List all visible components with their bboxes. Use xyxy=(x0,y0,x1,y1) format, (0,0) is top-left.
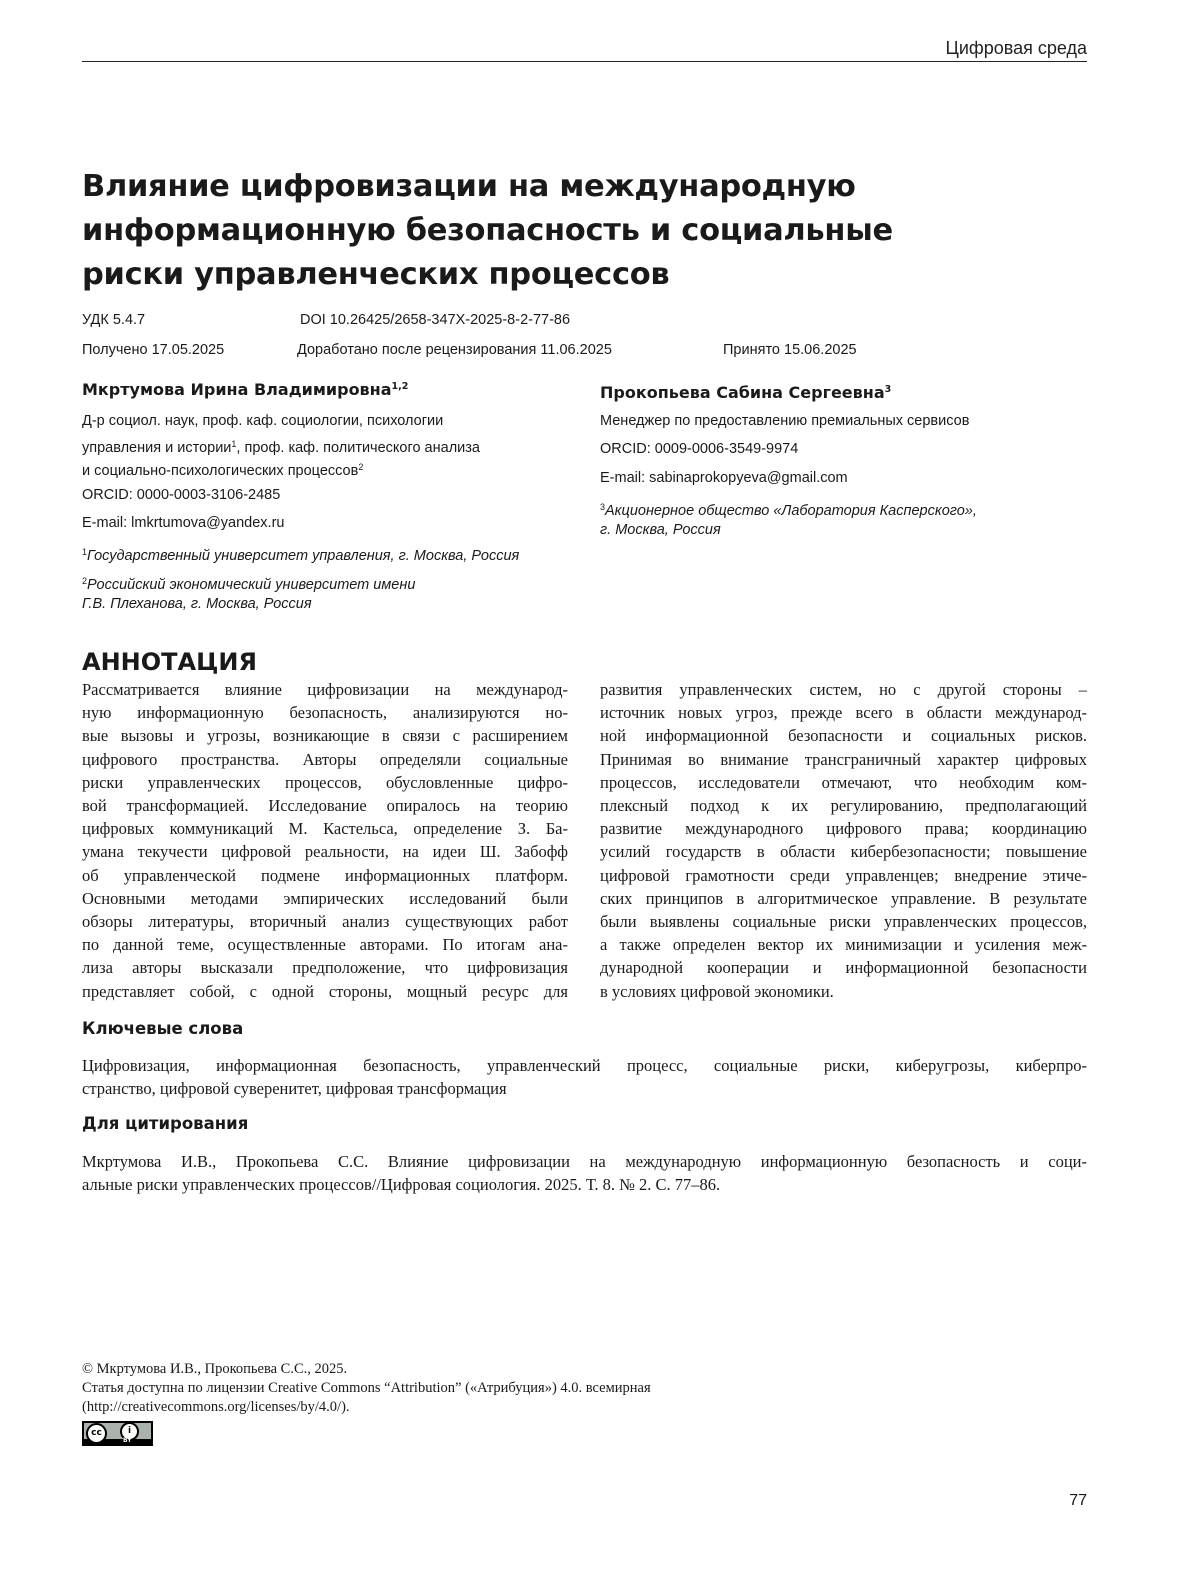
keywords-heading: Ключевые слова xyxy=(82,1019,244,1038)
abstract-line: развития управленческих систем, но с другой стороны – xyxy=(600,680,1087,699)
by-label: BY xyxy=(123,1437,132,1444)
abstract-right-column xyxy=(600,678,1087,1003)
abstract-line: в условиях цифровой экономики. xyxy=(600,981,834,1001)
keywords-line: Цифровизация, информационная безопасность, управленческий процесс, социальные риски, киберугрозы, киберпро- xyxy=(82,1056,1087,1075)
page-number: 77 xyxy=(1069,1492,1087,1509)
article-title xyxy=(82,165,1082,297)
abstract-line: цифровых коммуникаций М. Кастельса, определение З. Ба- xyxy=(82,819,568,839)
abstract-line: вые вызовы и угрозы, возникающие в связи с расширением xyxy=(82,726,568,746)
author2-sup: 3 xyxy=(884,384,892,395)
abstract-line: обзоры литературы, вторичный анализ существующих работ xyxy=(82,912,568,932)
title-line: информационную безопасность и социальные xyxy=(82,213,893,248)
abstract-line: источник новых угроз, прежде всего в области международ- xyxy=(600,703,1087,723)
copyright-line: © Мкртумова И.В., Прокопьева С.С., 2025. xyxy=(82,1361,348,1377)
title-line: риски управленческих процессов xyxy=(82,257,670,292)
keywords-text xyxy=(82,1054,1087,1100)
abstract-line: развитие международного цифрового права; координацию xyxy=(600,819,1087,839)
abstract-line: были выявлены социальные риски управленческих процессов, xyxy=(600,912,1087,932)
abstract-line: дународной кооперации и информационной безопасности xyxy=(600,958,1087,978)
author1-name: Мкртумова Ирина Владимировна$^{1,2}$ xyxy=(82,380,409,399)
author2-orcid: ORCID: 0009-0006-3549-9974 xyxy=(600,441,799,457)
abstract-line: представляет собой, с одной стороны, мощный ресурс для xyxy=(82,981,568,1001)
citation-heading: Для цитирования xyxy=(82,1114,249,1133)
abstract-line: цифрового пространства. Авторы определяли социальные xyxy=(82,749,568,769)
abstract-left-column xyxy=(82,678,568,1003)
author1-affiliation-2-cont: Г.В. Плеханова, г. Москва, Россия xyxy=(82,596,312,612)
abstract-line: Основными методами эмпирических исследований были xyxy=(82,888,568,908)
keywords-line: странство, цифровой суверенитет, цифровая трансформация xyxy=(82,1079,507,1098)
running-head-text: Цифровая среда xyxy=(945,38,1087,58)
author1-orcid: ORCID: 0000-0003-3106-2485 xyxy=(82,487,281,503)
author1-position-line: Д-р социол. наук, проф. каф. социологии, психологии xyxy=(82,413,444,429)
author2-name: Прокопьева Сабина Сергеевна$^3$ xyxy=(600,383,892,402)
abstract-line: Принимая во внимание трансграничный характер цифровых xyxy=(600,749,1087,769)
author1-affiliation-2: $^2$Российский экономический университет имени xyxy=(82,576,416,593)
abstract-heading: АННОТАЦИЯ xyxy=(82,648,257,676)
license-line: Статья доступна по лицензии Creative Commons “Attribution” («Атрибуция») 4.0. всемирная xyxy=(82,1380,651,1396)
attribution-person-icon: i xyxy=(120,1422,139,1441)
abstract-line: процессов, исследователи отмечают, что необходим ком- xyxy=(600,772,1087,792)
abstract-line: плексный подход к их регулированию, предполагающий xyxy=(600,796,1087,816)
author2-position: Менеджер по предоставлению премиальных сервисов xyxy=(600,413,970,429)
abstract-line: ских принципов в алгоритмическое управление. В результате xyxy=(600,888,1087,908)
abstract-line: умана текучести цифровой реальности, на идеи Ш. Забофф xyxy=(82,842,568,862)
received-date: Получено 17.05.2025 xyxy=(82,342,225,358)
cc-by-license-icon[interactable] xyxy=(82,1421,153,1446)
citation-line: Мкртумова И.В., Прокопьева С.С. Влияние цифровизации на международную информационную безопасность и соци- xyxy=(82,1152,1087,1171)
abstract-line: лиза авторы высказали предположение, что цифровизация xyxy=(82,958,568,978)
title-line: Влияние цифровизации на международную xyxy=(82,169,856,204)
author1-position-line: и социально-психологических процессов$^2$ xyxy=(82,462,364,479)
author2-email[interactable]: E-mail: sabinaprokopyeva@gmail.com xyxy=(600,470,848,486)
abstract-line: а также определен вектор их минимизации и усиления меж- xyxy=(600,935,1087,955)
abstract-line: ной информационной безопасности и социальных рисков. xyxy=(600,726,1087,746)
license-block xyxy=(82,1360,651,1417)
running-head xyxy=(82,38,1087,62)
license-link[interactable]: (http://creativecommons.org/licenses/by/4.0/). xyxy=(82,1399,350,1415)
author1-position-line: управления и истории$^1$, проф. каф. политического анализа xyxy=(82,439,480,456)
cc-icon: cc xyxy=(86,1423,107,1444)
abstract-line: цифровой грамотности среди управленцев; внедрение этиче- xyxy=(600,865,1087,885)
abstract-line: по данной теме, осуществленные авторами. По итогам ана- xyxy=(82,935,568,955)
citation-line: альные риски управленческих процессов//Цифровая социология. 2025. Т. 8. № 2. С. 77–86. xyxy=(82,1175,721,1194)
author1-sup: 1,2 xyxy=(391,381,409,392)
author2-affiliation: $^3$Акционерное общество «Лаборатория Касперского», xyxy=(600,502,977,519)
abstract-line: усилий государств в области кибербезопасности; повышение xyxy=(600,842,1087,862)
revised-date: Доработано после рецензирования 11.06.2025 xyxy=(297,342,612,358)
udk: УДК 5.4.7 xyxy=(82,312,146,328)
author1-email[interactable]: E-mail: lmkrtumova@yandex.ru xyxy=(82,515,285,531)
author2-affiliation-cont: г. Москва, Россия xyxy=(600,522,721,538)
abstract-line: риски управленческих процессов, обусловленные цифро- xyxy=(82,772,568,792)
author1-affiliation-1: $^1$Государственный университет управления, г. Москва, Россия xyxy=(82,547,520,564)
doi: DOI 10.26425/2658-347X-2025-8-2-77-86 xyxy=(300,312,571,328)
abstract-line: ную информационную безопасность, анализируются но- xyxy=(82,703,568,723)
abstract-line: вой трансформацией. Исследование опиралось на теорию xyxy=(82,796,568,816)
abstract-line: об управленческой подмене информационных платформ. xyxy=(82,865,568,885)
citation-text xyxy=(82,1150,1087,1196)
accepted-date: Принято 15.06.2025 xyxy=(723,342,857,358)
abstract-line: Рассматривается влияние цифровизации на международ- xyxy=(82,680,568,699)
